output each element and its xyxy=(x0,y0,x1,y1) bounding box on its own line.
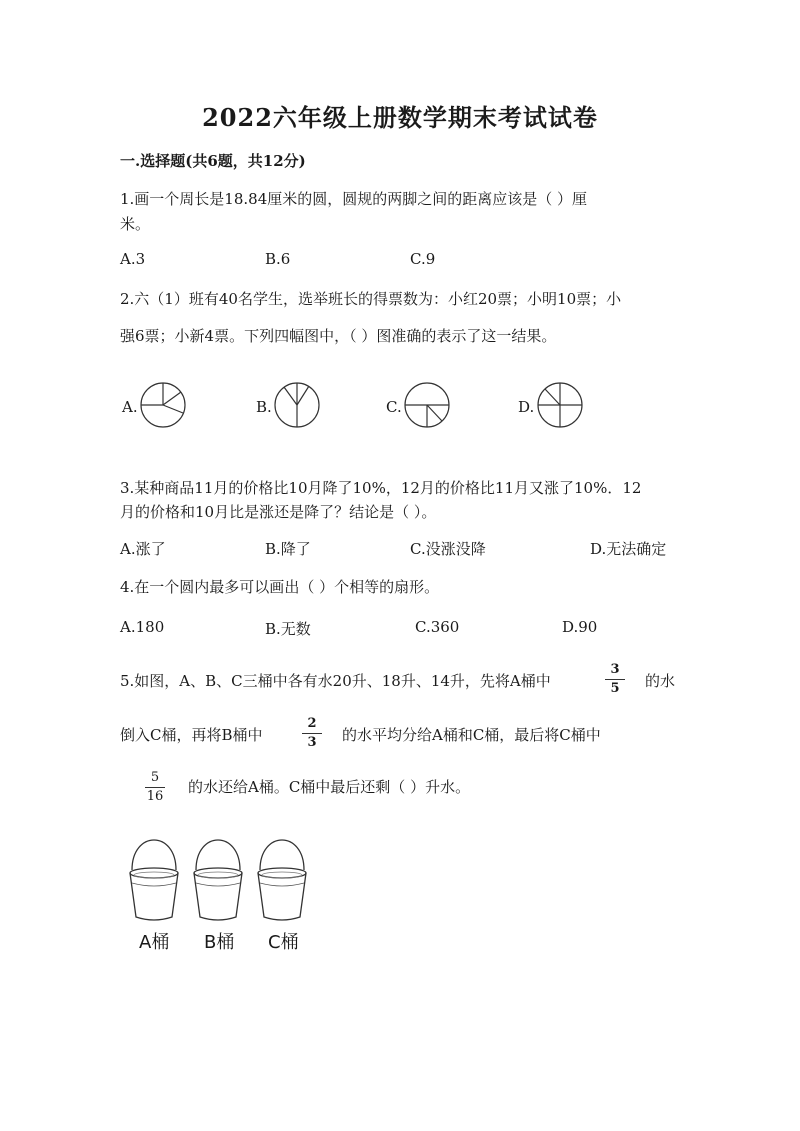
q1-option-a[interactable]: A.3 xyxy=(120,250,146,268)
q1-line2: 米。 xyxy=(120,215,151,233)
q3-line1: 3.某种商品11月的价格比10月降了10%，12月的价格比11月又涨了10%．12 xyxy=(120,479,642,497)
q5-fraction-1-denominator: 5 xyxy=(610,681,620,696)
pie-chart-a-icon xyxy=(140,382,190,428)
q5-fraction-2-denominator: 3 xyxy=(307,735,317,750)
q2-line1: 2.六（1）班有40名学生，选举班长的得票数为：小红20票；小明10票；小 xyxy=(120,290,622,308)
q1-option-c[interactable]: C.9 xyxy=(410,250,436,268)
q3-option-a[interactable]: A.涨了 xyxy=(120,540,166,558)
q4-option-b[interactable]: B.无数 xyxy=(265,620,311,638)
pie-chart-d-icon xyxy=(537,382,587,428)
q5-fraction-1 xyxy=(603,662,627,697)
bucket-c-label: C桶 xyxy=(268,932,299,953)
q5-line2-start: 倒入C桶，再将B桶中 xyxy=(120,726,263,744)
q3-option-c[interactable]: C.没涨没降 xyxy=(410,540,486,558)
q2-option-b[interactable]: B. xyxy=(256,398,272,416)
q5-fraction-3-denominator: 16 xyxy=(146,789,164,804)
q2-option-c[interactable]: C. xyxy=(386,398,402,416)
q2-option-a[interactable]: A. xyxy=(122,398,138,416)
q3-option-d[interactable]: D.无法确定 xyxy=(590,540,667,558)
q4-option-d[interactable]: D.90 xyxy=(562,618,598,636)
bucket-b-label: B桶 xyxy=(204,932,235,953)
q4-option-c[interactable]: C.360 xyxy=(415,618,460,636)
q5-line2-end: 的水平均分给A桶和C桶，最后将C桶中 xyxy=(342,726,601,744)
q3-option-b[interactable]: B.降了 xyxy=(265,540,311,558)
q5-fraction-3 xyxy=(143,770,167,805)
bucket-a-label: A桶 xyxy=(139,932,170,953)
q2-option-d[interactable]: D. xyxy=(518,398,535,416)
q4-line1: 4.在一个圆内最多可以画出（ ）个相等的扇形。 xyxy=(120,578,440,596)
q4-option-a[interactable]: A.180 xyxy=(120,618,165,636)
bucket-a-icon xyxy=(130,840,178,920)
bucket-c-icon xyxy=(258,840,306,920)
q5-line1-end: 的水 xyxy=(645,672,676,690)
section-heading: 一.选择题(共6题，共12分) xyxy=(120,152,306,170)
q5-fraction-2 xyxy=(300,716,324,751)
bucket-b-icon xyxy=(194,840,242,920)
buckets-illustration xyxy=(120,835,320,925)
q1-line1: 1.画一个周长是18.84厘米的圆，圆规的两脚之间的距离应该是（ ）厘 xyxy=(120,190,588,208)
q5-fraction-2-numerator: 2 xyxy=(307,716,317,731)
q5-fraction-1-numerator: 3 xyxy=(610,662,620,677)
q5-line3: 的水还给A桶。C桶中最后还剩（ ）升水。 xyxy=(188,778,471,796)
pie-chart-c-icon xyxy=(404,382,454,428)
pie-chart-b-icon xyxy=(274,382,324,428)
q1-option-b[interactable]: B.6 xyxy=(265,250,291,268)
q5-fraction-3-numerator: 5 xyxy=(150,770,160,785)
q2-line2: 强6票；小新4票。下列四幅图中，（ ）图准确的表示了这一结果。 xyxy=(120,327,557,345)
page-title: 2022六年级上册数学期末考试试卷 xyxy=(202,103,598,132)
q5-line1-start: 5.如图，A、B、C三桶中各有水20升、18升、14升，先将A桶中 xyxy=(120,672,551,690)
q3-line2: 月的价格和10月比是涨还是降了？结论是（ ）。 xyxy=(120,503,437,521)
